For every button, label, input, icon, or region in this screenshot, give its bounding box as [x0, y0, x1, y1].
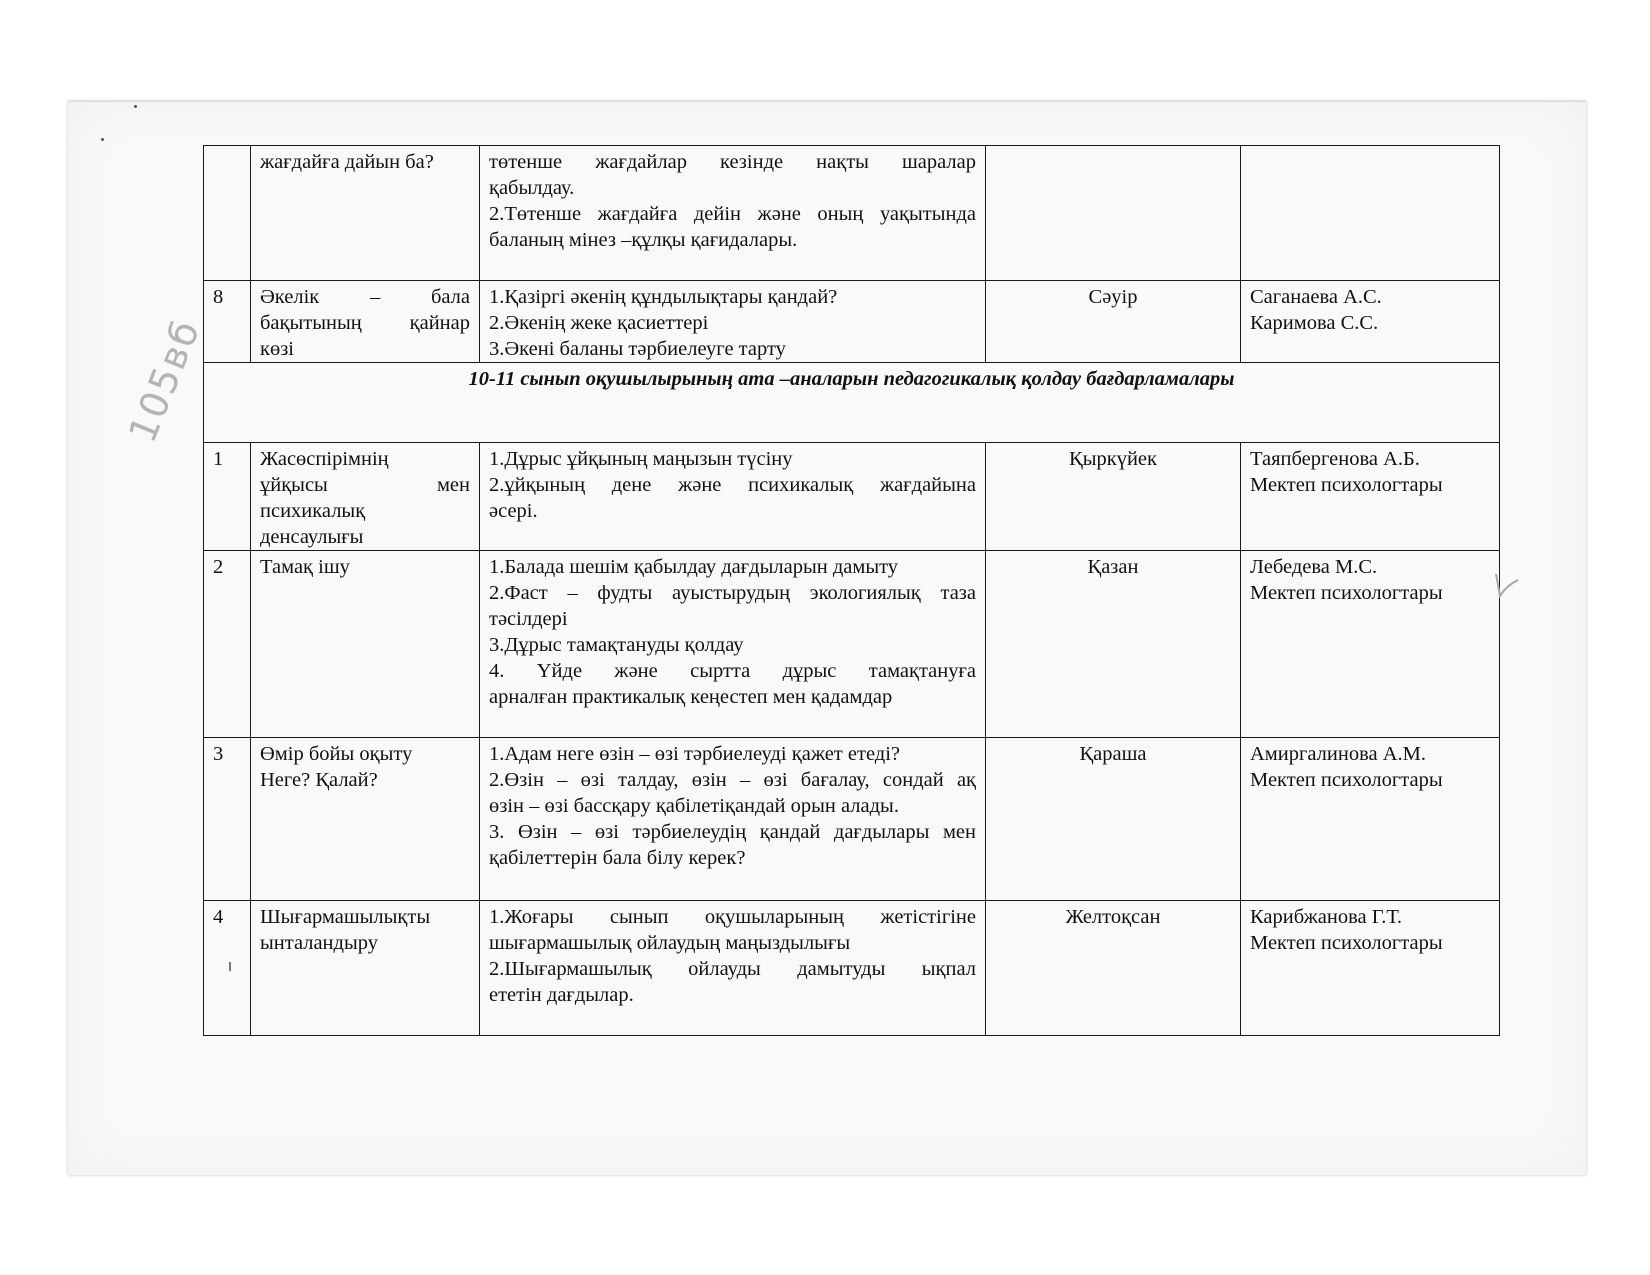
- table-row: [204, 443, 1500, 551]
- cell-text-line: 2.Әкенің жеке қасиеттері: [489, 312, 709, 334]
- cell-text-line: 1.Балада шешім қабылдау дағдыларын дамыту: [489, 556, 899, 578]
- cell-text-line: 3.Дұрыс тамақтануды қолдау: [489, 634, 744, 656]
- month-cell: [986, 146, 1241, 281]
- cell-text-line: Неге? Қалай?: [260, 769, 378, 791]
- topic-cell: [251, 443, 480, 551]
- cell-text-line: 3. Өзін – өзі тәрбиелеудің қандай дағдылары мен: [489, 821, 976, 843]
- cell-text-line: әсері.: [489, 500, 538, 522]
- cell-text-line: Мектеп психологтары: [1250, 582, 1443, 604]
- cell-text-line: 1.Жоғары сынып оқушыларының жетістігіне: [489, 906, 976, 928]
- table-row: [204, 901, 1500, 1036]
- responsible-cell: [1241, 551, 1500, 738]
- cell-text-line: 1.Қазіргі әкенің құндылықтары қандай?: [489, 286, 838, 308]
- topic-cell: [251, 551, 480, 738]
- cell-text-line: өзін – өзі бассқару қабілетіқандай орын алады.: [489, 795, 899, 817]
- table-row: [204, 738, 1500, 901]
- table-body-bottom: [204, 443, 1500, 1036]
- cell-text-line: 4. Үйде және сыртта дұрыс тамақтануға: [489, 660, 976, 682]
- responsible-cell: [1241, 738, 1500, 901]
- scan-speck: [101, 138, 104, 141]
- cell-text-line: тәсілдері: [489, 608, 568, 630]
- cell-text-line: Жасөспірімнің: [260, 448, 389, 470]
- scan-speck: [134, 105, 137, 108]
- topic-cell: [251, 146, 480, 281]
- pen-tick: [229, 962, 231, 971]
- cell-text-line: Карибжанова Г.Т.: [1250, 906, 1403, 928]
- cell-text-line: арналған практикалық кеңестеп мен қадамдар: [489, 686, 893, 708]
- topic-cell: [251, 901, 480, 1036]
- cell-text-line: қабілеттерін бала білу керек?: [489, 847, 746, 869]
- content-cell: [480, 281, 986, 363]
- row-number: 1: [204, 443, 251, 551]
- cell-text-line: Саганаева А.С.: [1250, 286, 1382, 308]
- cell-text-line: қабылдау.: [489, 177, 575, 199]
- month-cell: Желтоқсан: [986, 901, 1241, 1036]
- cell-text-line: денсаулығы: [260, 526, 364, 548]
- cell-text-line: көзі: [260, 338, 295, 360]
- cell-text-line: Каримова С.С.: [1250, 312, 1379, 334]
- responsible-cell: [1241, 146, 1500, 281]
- check-mark-icon: [1494, 570, 1520, 600]
- cell-text-line: шығармашылық ойлаудың маңыздылығы: [489, 932, 851, 954]
- cell-text-line: баланың мінез –құлқы қағидалары.: [489, 229, 798, 251]
- cell-text-line: 2.ұйқының дене және психикалық жағдайына: [489, 474, 976, 496]
- table-row: [204, 551, 1500, 738]
- row-number: [204, 146, 251, 281]
- content-cell: [480, 146, 986, 281]
- content-cell: [480, 901, 986, 1036]
- month-cell: Қараша: [986, 738, 1241, 901]
- cell-text-line: 2.Шығармашылық ойлауды дамытуды ықпал: [489, 958, 976, 980]
- row-number: 8: [204, 281, 251, 363]
- section-title: 10-11 сынып оқушылырының ата –аналарын педагогикалық қолдау бағдарламалары: [204, 363, 1500, 443]
- cell-text-line: Таяпбергенова А.Б.: [1250, 448, 1420, 470]
- responsible-cell: [1241, 901, 1500, 1036]
- cell-text-line: 2.Төтенше жағдайға дейін және оның уақытында: [489, 203, 976, 225]
- month-cell: Қыркүйек: [986, 443, 1241, 551]
- cell-text-line: Мектеп психологтары: [1250, 769, 1443, 791]
- cell-text-line: ұйқысы мен: [260, 474, 470, 496]
- cell-text-line: 2.Өзін – өзі талдау, өзін – өзі бағалау, сондай ақ: [489, 769, 976, 791]
- cell-text-line: Әкелік – бала: [260, 286, 470, 308]
- section-row: [204, 363, 1500, 443]
- content-cell: [480, 551, 986, 738]
- table-row: [204, 281, 1500, 363]
- cell-text-line: 2.Фаст – фудты ауыстырудың экологиялық таза: [489, 582, 976, 604]
- cell-text-line: ететін дағдылар.: [489, 984, 634, 1006]
- table-row: [204, 146, 1500, 281]
- cell-text-line: Лебедева М.С.: [1250, 556, 1378, 578]
- cell-text-line: ынталандыру: [260, 932, 378, 954]
- cell-text-line: Амиргалинова А.М.: [1250, 743, 1427, 765]
- topic-cell: [251, 281, 480, 363]
- cell-text-line: Мектеп психологтары: [1250, 932, 1443, 954]
- cell-text-line: төтенше жағдайлар кезінде нақты шаралар: [489, 151, 976, 173]
- handwritten-note: 105вб: [120, 312, 209, 449]
- cell-text-line: бақытының қайнар: [260, 312, 470, 334]
- topic-cell: [251, 738, 480, 901]
- cell-text-line: Тамақ ішу: [260, 556, 350, 578]
- program-table: [203, 145, 1500, 1036]
- month-cell: Қазан: [986, 551, 1241, 738]
- cell-text-line: Шығармашылықты: [260, 906, 431, 928]
- row-number: 2: [204, 551, 251, 738]
- cell-text-line: психикалық: [260, 500, 366, 522]
- cell-text-line: 1.Адам неге өзін – өзі тәрбиелеуді қажет етеді?: [489, 743, 901, 765]
- content-cell: [480, 443, 986, 551]
- month-cell: Сәуір: [986, 281, 1241, 363]
- responsible-cell: [1241, 443, 1500, 551]
- cell-text-line: 3.Әкені баланы тәрбиелеуге тарту: [489, 338, 786, 360]
- cell-text-line: Мектеп психологтары: [1250, 474, 1443, 496]
- cell-text-line: Өмір бойы оқыту: [260, 743, 413, 765]
- table-body-top: [204, 146, 1500, 363]
- cell-text-line: жағдайға дайын ба?: [260, 151, 434, 173]
- content-cell: [480, 738, 986, 901]
- responsible-cell: [1241, 281, 1500, 363]
- table-section: [204, 363, 1500, 443]
- row-number: 3: [204, 738, 251, 901]
- cell-text-line: 1.Дұрыс ұйқының маңызын түсіну: [489, 448, 793, 470]
- row-number: 4: [204, 901, 251, 1036]
